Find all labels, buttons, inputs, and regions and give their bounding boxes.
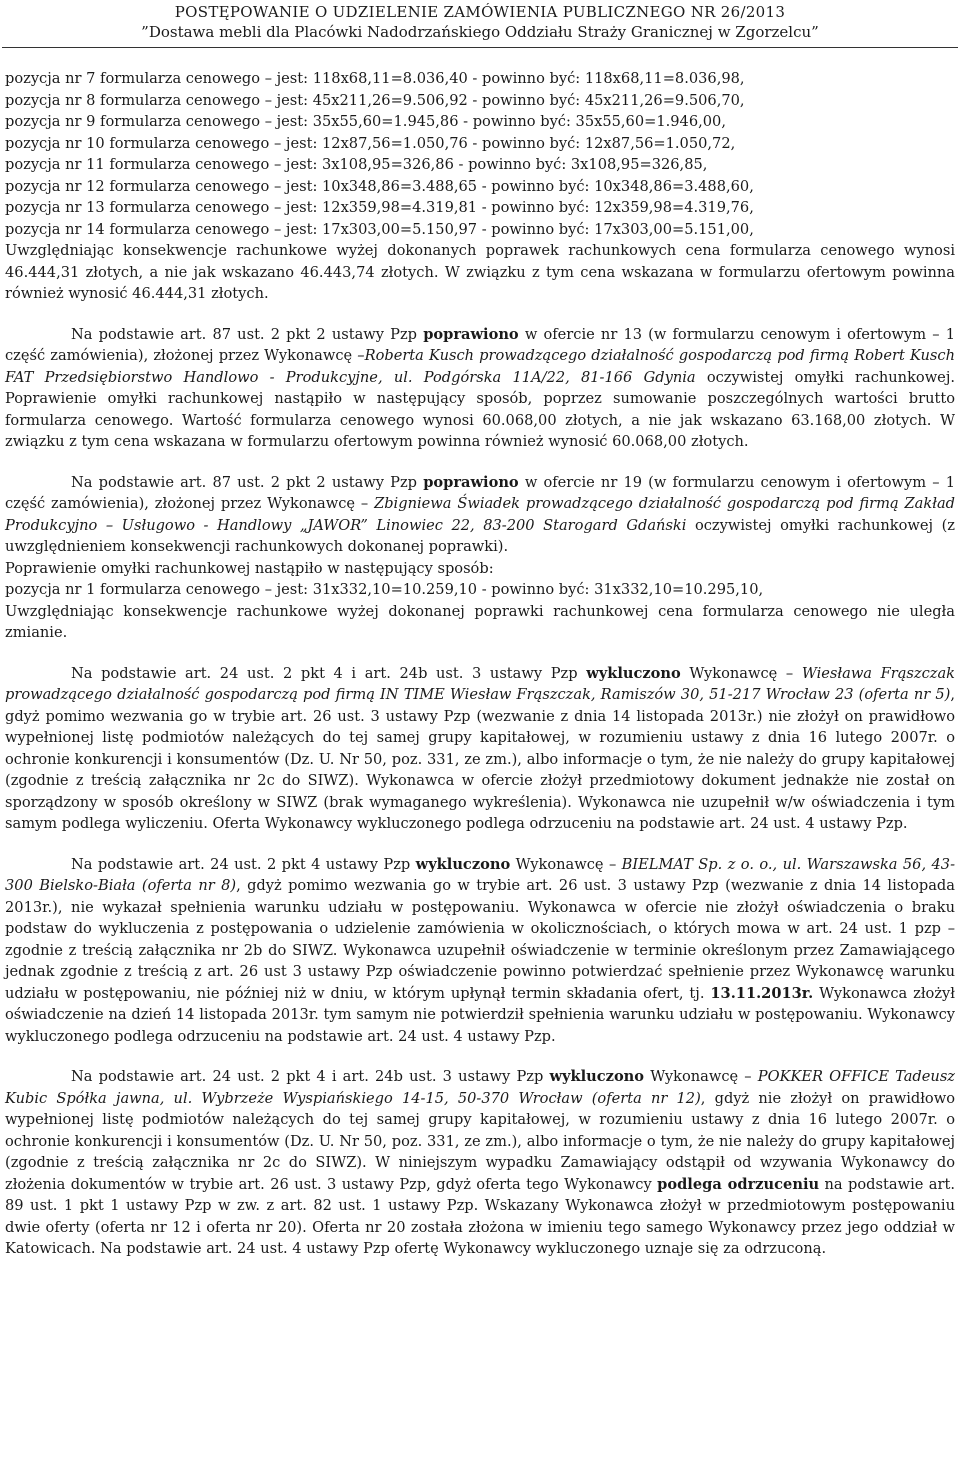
offer-8-text-e: , gdyż pomimo wezwania go w trybie art. 26 ust. 3 ustawy Pzp (wezwanie z dnia 14 listopada 2013r.), nie wykazał spełnienia warunku udziału w postępowaniu. Wykonawca w ofercie nie złożył oświadczenia o braku podstaw do wykluczenia z postępowania o udzielenie zamówienia w okolicznościach, o których mowa w art. 24 ust. 1 pzp – zgodnie z treścią załącznika nr 2b do SIWZ. Wykonawca uzupełnił oświadczenie w terminie określonym przez Zamawiającego jednak zgodnie z treścią z art. 26 ust 3 ustawy Pzp oświadczenie powinno potwierdzać spełnienie przez Wykonawcę warunku udziału w postępowaniu, nie później niż w dniu, w którym upłynął termin składania ofert, tj. [5,877,955,1002]
price-summary-paragraph: Uwzględniając konsekwencje rachunkowe wyżej dokonanych poprawek rachunkowych cena formularza cenowego wynosi 46.444,31 złotych, a nie jak wskazano 46.443,74 złotych. W związku z tym cena wskazana w formularzu ofertowym powinna również wynosić 46.444,31 złotych. [5,242,955,302]
offer-8-text-g: Wykonawca złożył oświadczenie na dzień 14 listopada 2013r. tym samym nie potwierdził spełnienia warunku udziału w postępowaniu. Wykonawcy wykluczonego podlega odrzuceniu na podstawie art. 24 ust. 4 ustawy Pzp. [5,984,956,1045]
correction-line: pozycja nr 13 formularza cenowego – jest: 12x359,98=4.319,81 - powinno być: 12x359,98=4.319,76, [5,199,754,216]
offer-8-deadline: 13.11.2013r. [710,984,814,1002]
offer-5-action: wykluczono [586,664,681,682]
offer-12-contractor: POKKER OFFICE Tadeusz Kubic Spółka jawna, ul. Wybrzeże Wyspiańskiego 14-15, 50-370 Wrocław (oferta nr 12) [5,1068,955,1107]
offer-13-action: poprawiono [423,325,519,343]
offer-5-text-e: , gdyż pomimo wezwania go w trybie art. 26 ust. 3 ustawy Pzp (wezwanie z dnia 14 listopada 2013r.) nie złożył on prawidłowo wypełnionej listę podmiotów należących do tej samej grupy kapitałowej, w rozumieniu ustawy z dnia 16 lutego 2007r. o ochronie konkurencji i konsumentów (Dz. U. Nr 50, poz. 331, ze zm.), albo informacje o tym, że nie należy do grupy kapitałowej (zgodnie z treścią załącznika nr 2c do SIWZ). Wykonawca w ofercie złożył przedmiotowy dokument jednakże nie został on sporządzony w sposób określony w SIWZ (brak wymaganego wykreślenia). Wykonawca nie uzupełnił w/w oświadczenia i tym samym podlega wyliczeniu. Oferta Wykonawcy wykluczonego podlega odrzuceniu na podstawie art. 24 ust. 4 ustawy Pzp. [5,686,955,832]
offer-19-contractor: Zbigniewa Świadek prowadzącego działalność gospodarczą pod firmą Zakład Produkcyjno – Usługowo - Handlowy „JAWOR” Linowiec 22, 83-200 Starogard Gdański [5,495,955,534]
offer-12-text-g: na podstawie art. 89 ust. 1 pkt 1 ustawy Pzp w zw. z art. 82 ust. 1 ustawy Pzp. Wskazany Wykonawca złożył w przedmiotowym postępowaniu dwie oferty (oferta nr 12 i oferta nr 20). Oferta nr 20 została złożona w imieniu tego samego Wykonawcy przez jego oddział w Katowicach. Na podstawie art. 24 ust. 4 ustawy Pzp ofertę Wykonawcy wykluczonego uznaje się za odrzuconą. [5,1175,955,1257]
offer-8-text-a: Na podstawie art. 24 ust. 2 pkt 4 ustawy Pzp [71,855,416,873]
offer-5-exclusion-paragraph [5,663,955,835]
correction-line: pozycja nr 11 formularza cenowego – jest: 3x108,95=326,86 - powinno być: 3x108,95=326,85, [5,156,708,173]
offer-19-method: Poprawienie omyłki rachunkowej nastąpiło w następujący sposób: [5,559,494,577]
offer-13-text-a: Na podstawie art. 87 ust. 2 pkt 2 ustawy Pzp [71,325,424,343]
corrections-list [5,68,955,240]
procedure-subtitle: ”Dostawa mebli dla Placówki Nadodrzańskiego Oddziału Straży Granicznej w Zgorzelcu” [141,23,819,41]
document-body [0,48,960,1260]
document-header [0,0,960,48]
offer-19-correction-line: pozycja nr 1 formularza cenowego – jest: 31x332,10=10.259,10 - powinno być: 31x332,10=10.295,10, [5,581,764,598]
offer-5-text-a: Na podstawie art. 24 ust. 2 pkt 4 i art. 24b ust. 3 ustawy Pzp [71,664,587,682]
offer-12-text-c: Wykonawcę – [644,1068,758,1085]
offer-8-contractor: BIELMAT Sp. z o. o., ul. Warszawska 56, 43-300 Bielsko-Biała (oferta nr 8) [5,855,956,894]
correction-line: pozycja nr 12 formularza cenowego – jest: 10x348,86=3.488,65 - powinno być: 10x348,86=3.488,60, [5,177,754,195]
offer-12-action: wykluczono [549,1068,645,1085]
offer-5-contractor: Wiesława Frąszczak prowadzącego działalność gospodarczą pod firmą IN TIME Wiesław Frąszczak, Ramiszów 30, 51-217 Wrocław 23 (oferta nr 5) [5,664,956,703]
offer-5-text-c: Wykonawcę – [680,664,802,682]
correction-line: pozycja nr 8 formularza cenowego – jest: 45x211,26=9.506,92 - powinno być: 45x211,26=9.506,70, [5,91,745,109]
correction-line: pozycja nr 14 formularza cenowego – jest: 17x303,00=5.150,97 - powinno być: 17x303,00=5.151,00, [5,220,754,238]
offer-19-text-c: w ofercie nr 19 (w formularzu cenowym i ofertowym – 1 część zamówienia), złożonej przez Wykonawcę – [5,473,955,512]
offer-12-exclusion-paragraph [5,1066,955,1260]
offer-12-rejection: podlega odrzuceniu [657,1175,820,1193]
offer-13-contractor: –Roberta Kusch prowadzącego działalność gospodarczą pod firmą Robert Kusch FAT Przedsiębiorstwo Handlowo - Produkcyjne, ul. Podgórska 11A/22, 81-166 Gdynia [5,347,955,386]
offer-12-text-a: Na podstawie art. 24 ust. 2 pkt 4 i art. 24b ust. 3 ustawy Pzp [71,1068,550,1085]
offer-19-summary: Uwzględniając konsekwencje rachunkowe wyżej dokonanej poprawki rachunkowej cena formularza cenowego nie uległa zmianie. [5,602,955,641]
offer-8-exclusion-paragraph [5,854,955,1048]
offer-8-action: wykluczono [415,855,511,873]
offer-19-text-e: oczywistej omyłki rachunkowej (z uwzględnieniem konsekwencji rachunkowych dokonanej poprawki). [5,516,955,555]
offer-13-text-e: oczywistej omyłki rachunkowej. Poprawienie omyłki rachunkowej nastąpiło w następujący sposób, poprzez sumowanie poszczególnych wartości brutto formularza cenowego. Wartość formularza cenowego wynosi 60.068,00 złotych, a nie jak wskazano 63.168,00 złotych. W związku z tym cena wskazana w formularzu ofertowym powinna również wynosić 60.068,00 złotych. [5,368,955,450]
correction-line: pozycja nr 7 formularza cenowego – jest: 118x68,11=8.036,40 - powinno być: 118x68,11=8.036,98, [5,70,745,87]
offer-19-text-a: Na podstawie art. 87 ust. 2 pkt 2 ustawy Pzp [71,473,424,491]
correction-line: pozycja nr 9 formularza cenowego – jest: 35x55,60=1.945,86 - powinno być: 35x55,60=1.946,00, [5,113,726,130]
correction-line: pozycja nr 10 formularza cenowego – jest: 12x87,56=1.050,76 - powinno być: 12x87,56=1.050,72, [5,134,736,152]
offer-13-correction-paragraph [5,324,955,453]
offer-8-text-c: Wykonawcę – [510,855,622,873]
procedure-title: POSTĘPOWANIE O UDZIELENIE ZAMÓWIENIA PUBLICZNEGO NR 26/2013 [174,3,786,21]
offer-19-correction-paragraph [5,472,955,558]
offer-12-text-e: , gdyż nie złożył on prawidłowo wypełnionej listę podmiotów należących do tej samej grupy kapitałowej, w rozumieniu ustawy z dnia 16 lutego 2007r. o ochronie konkurencji i konsumentów (Dz. U. Nr 50, poz. 331, ze zm.), albo informacje o tym, że nie należy do grupy kapitałowej (zgodnie z treścią załącznika nr 2c do SIWZ). W niniejszym wypadku Zamawiający odstąpił od wzywania Wykonawcy do złożenia dokumentów w trybie art. 26 ust. 3 ustawy Pzp, gdyż oferta tego Wykonawcy [5,1089,955,1193]
offer-13-text-c: w ofercie nr 13 (w formularzu cenowym i ofertowym – 1 część zamówienia), złożonej przez Wykonawcę [5,325,955,364]
offer-19-action: poprawiono [423,473,519,491]
